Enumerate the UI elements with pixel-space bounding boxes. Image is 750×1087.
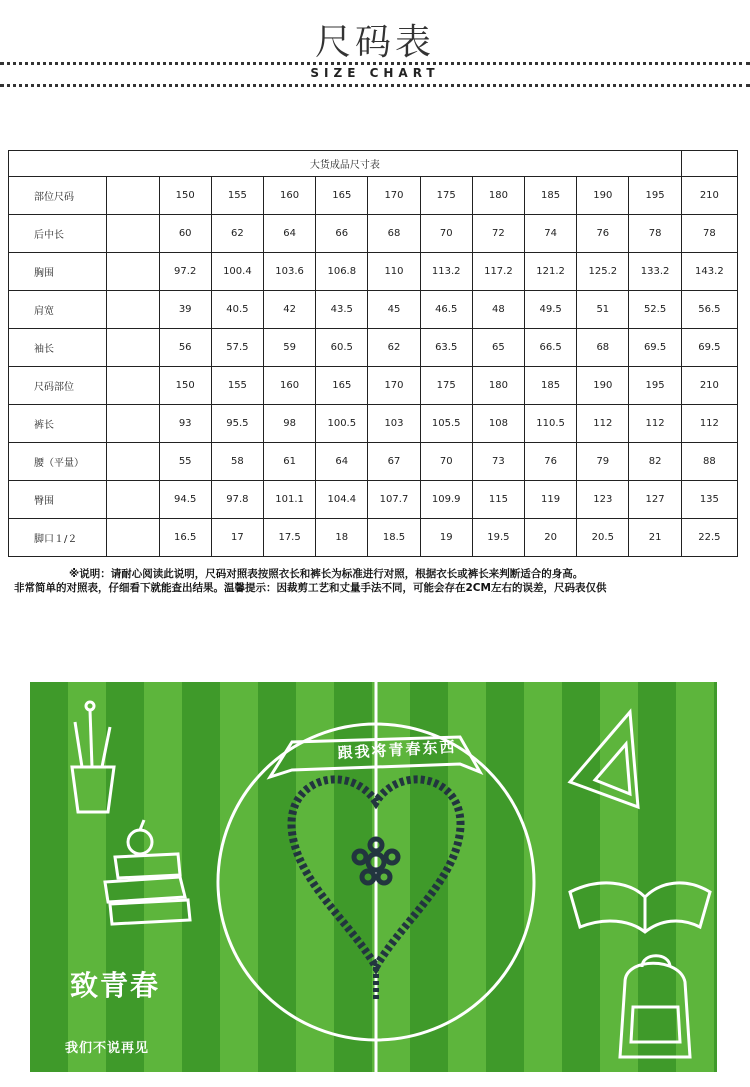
table-cell: 74 [525, 215, 577, 253]
table-cell: 127 [629, 481, 681, 519]
table-cell: 88 [681, 443, 737, 481]
table-cell: 21 [629, 519, 681, 557]
table-cell: 117.2 [472, 253, 524, 291]
table-row [9, 291, 738, 329]
table-row [9, 481, 738, 519]
dotted-divider-bottom [0, 84, 750, 87]
table-row [9, 253, 738, 291]
table-cell: 195 [629, 177, 681, 215]
table-cell: 107.7 [368, 481, 420, 519]
table-cell: 165 [316, 367, 368, 405]
table-cell: 210 [681, 177, 737, 215]
table-cell: 101.1 [263, 481, 315, 519]
backpack-icon [620, 956, 690, 1057]
table-cell: 68 [577, 329, 629, 367]
table-cell: 185 [525, 177, 577, 215]
table-cell: 18.5 [368, 519, 420, 557]
size-table [8, 150, 738, 557]
table-cell: 46.5 [420, 291, 472, 329]
row-blank-cell [107, 443, 159, 481]
table-cell: 64 [316, 443, 368, 481]
table-cell: 76 [577, 215, 629, 253]
table-cell: 109.9 [420, 481, 472, 519]
row-blank-cell [107, 405, 159, 443]
table-cell: 98 [263, 405, 315, 443]
row-blank-cell [107, 481, 159, 519]
table-cell: 82 [629, 443, 681, 481]
table-cell: 70 [420, 443, 472, 481]
note-line-1: ※说明：请耐心阅读此说明，尺码对照表按照衣长和裤长为标准进行对照，根据衣长或裤长来判断适合的身高。 [69, 568, 584, 580]
table-cell: 76 [525, 443, 577, 481]
page-subtitle: SIZE CHART [310, 66, 440, 80]
table-cell: 165 [316, 177, 368, 215]
table-cell: 210 [681, 367, 737, 405]
table-cell: 66.5 [525, 329, 577, 367]
table-cell: 60 [159, 215, 211, 253]
row-blank-cell [107, 329, 159, 367]
table-row [9, 215, 738, 253]
table-cell: 52.5 [629, 291, 681, 329]
row-label: 肩宽 [9, 291, 107, 329]
table-row [9, 519, 738, 557]
row-label: 臀围 [9, 481, 107, 519]
table-cell: 62 [368, 329, 420, 367]
open-book-icon [570, 883, 710, 932]
table-cell: 100.4 [211, 253, 263, 291]
table-cell: 97.2 [159, 253, 211, 291]
table-cell: 57.5 [211, 329, 263, 367]
slogan-subtitle: 我们不说再见 [65, 1041, 150, 1056]
banner-text: 跟我将青春东西 [337, 737, 457, 763]
table-cell: 66 [316, 215, 368, 253]
table-cell: 93 [159, 405, 211, 443]
table-cell: 62 [211, 215, 263, 253]
table-cell: 58 [211, 443, 263, 481]
table-cell: 17 [211, 519, 263, 557]
page-title: 尺码表 [314, 22, 435, 63]
table-cell: 69.5 [629, 329, 681, 367]
slogan-title: 致青春 [70, 969, 161, 1002]
row-label: 尺码部位 [9, 367, 107, 405]
table-cell: 108 [472, 405, 524, 443]
table-cell: 78 [629, 215, 681, 253]
table-cell: 70 [420, 215, 472, 253]
table-cell: 133.2 [629, 253, 681, 291]
row-label: 后中长 [9, 215, 107, 253]
table-cell: 119 [525, 481, 577, 519]
table-cell: 190 [577, 367, 629, 405]
table-cell: 135 [681, 481, 737, 519]
row-blank-cell [107, 519, 159, 557]
table-cell: 20 [525, 519, 577, 557]
table-caption: 大货成品尺寸表 [9, 151, 682, 177]
table-row [9, 329, 738, 367]
table-cell: 18 [316, 519, 368, 557]
table-cell: 112 [681, 405, 737, 443]
table-cell: 20.5 [577, 519, 629, 557]
table-cell: 195 [629, 367, 681, 405]
row-blank-cell [107, 253, 159, 291]
table-cell: 104.4 [316, 481, 368, 519]
table-cell: 48 [472, 291, 524, 329]
table-cell: 103.6 [263, 253, 315, 291]
table-cell: 100.5 [316, 405, 368, 443]
table-cell: 160 [263, 367, 315, 405]
row-label: 袖长 [9, 329, 107, 367]
table-cell: 72 [472, 215, 524, 253]
table-cell: 110.5 [525, 405, 577, 443]
table-cell: 19 [420, 519, 472, 557]
row-blank-cell [107, 177, 159, 215]
row-label: 裤长 [9, 405, 107, 443]
table-cell: 79 [577, 443, 629, 481]
table-cell: 61 [263, 443, 315, 481]
table-cell: 59 [263, 329, 315, 367]
table-cell: 150 [159, 177, 211, 215]
table-cell: 94.5 [159, 481, 211, 519]
table-cell: 112 [629, 405, 681, 443]
table-cell: 78 [681, 215, 737, 253]
pencil-cup-icon [72, 702, 114, 812]
row-label: 脚口１/２ [9, 519, 107, 557]
table-cell: 180 [472, 177, 524, 215]
table-cell: 170 [368, 367, 420, 405]
table-cell: 40.5 [211, 291, 263, 329]
table-cell: 190 [577, 177, 629, 215]
table-cell: 115 [472, 481, 524, 519]
note-line-2: 非常简单的对照表，仔细看下就能查出结果。温馨提示：因裁剪工艺和丈量手法不同，可能会存在2CM左右的误差，尺码表仅供 [14, 582, 607, 594]
table-cell: 175 [420, 177, 472, 215]
table-cell: 60.5 [316, 329, 368, 367]
table-cell: 103 [368, 405, 420, 443]
table-cell: 123 [577, 481, 629, 519]
table-cell: 63.5 [420, 329, 472, 367]
table-caption-row [9, 151, 738, 177]
table-cell: 43.5 [316, 291, 368, 329]
table-cell: 121.2 [525, 253, 577, 291]
table-cell: 51 [577, 291, 629, 329]
table-cell: 45 [368, 291, 420, 329]
table-cell: 22.5 [681, 519, 737, 557]
size-notes [14, 567, 744, 595]
table-cell: 105.5 [420, 405, 472, 443]
table-cell: 110 [368, 253, 420, 291]
table-cell: 170 [368, 177, 420, 215]
table-cell: 180 [472, 367, 524, 405]
table-cell: 67 [368, 443, 420, 481]
table-cell: 155 [211, 367, 263, 405]
row-blank-cell [107, 367, 159, 405]
table-cell: 185 [525, 367, 577, 405]
table-row [9, 367, 738, 405]
table-cell: 64 [263, 215, 315, 253]
table-cell: 97.8 [211, 481, 263, 519]
table-cell: 106.8 [316, 253, 368, 291]
table-cell: 73 [472, 443, 524, 481]
table-cell: 112 [577, 405, 629, 443]
table-cell: 65 [472, 329, 524, 367]
table-cell: 125.2 [577, 253, 629, 291]
field-illustration [30, 682, 717, 1072]
table-cell: 16.5 [159, 519, 211, 557]
table-cell: 69.5 [681, 329, 737, 367]
table-cell: 68 [368, 215, 420, 253]
table-cell: 56 [159, 329, 211, 367]
table-cell: 143.2 [681, 253, 737, 291]
triangle-ruler-icon [570, 712, 638, 807]
table-cell: 150 [159, 367, 211, 405]
row-label: 胸围 [9, 253, 107, 291]
row-blank-cell [107, 291, 159, 329]
table-cell: 155 [211, 177, 263, 215]
table-cell: 56.5 [681, 291, 737, 329]
table-cell: 175 [420, 367, 472, 405]
row-label: 部位尺码 [9, 177, 107, 215]
table-cell: 95.5 [211, 405, 263, 443]
table-cell: 42 [263, 291, 315, 329]
table-row [9, 405, 738, 443]
table-row [9, 443, 738, 481]
table-caption-blank [681, 151, 737, 177]
row-blank-cell [107, 215, 159, 253]
table-cell: 19.5 [472, 519, 524, 557]
table-cell: 49.5 [525, 291, 577, 329]
books-icon [105, 820, 190, 924]
table-cell: 160 [263, 177, 315, 215]
table-cell: 55 [159, 443, 211, 481]
row-label: 腰（平量） [9, 443, 107, 481]
table-cell: 39 [159, 291, 211, 329]
dotted-divider-top [0, 62, 750, 65]
table-cell: 17.5 [263, 519, 315, 557]
table-row [9, 177, 738, 215]
table-cell: 113.2 [420, 253, 472, 291]
